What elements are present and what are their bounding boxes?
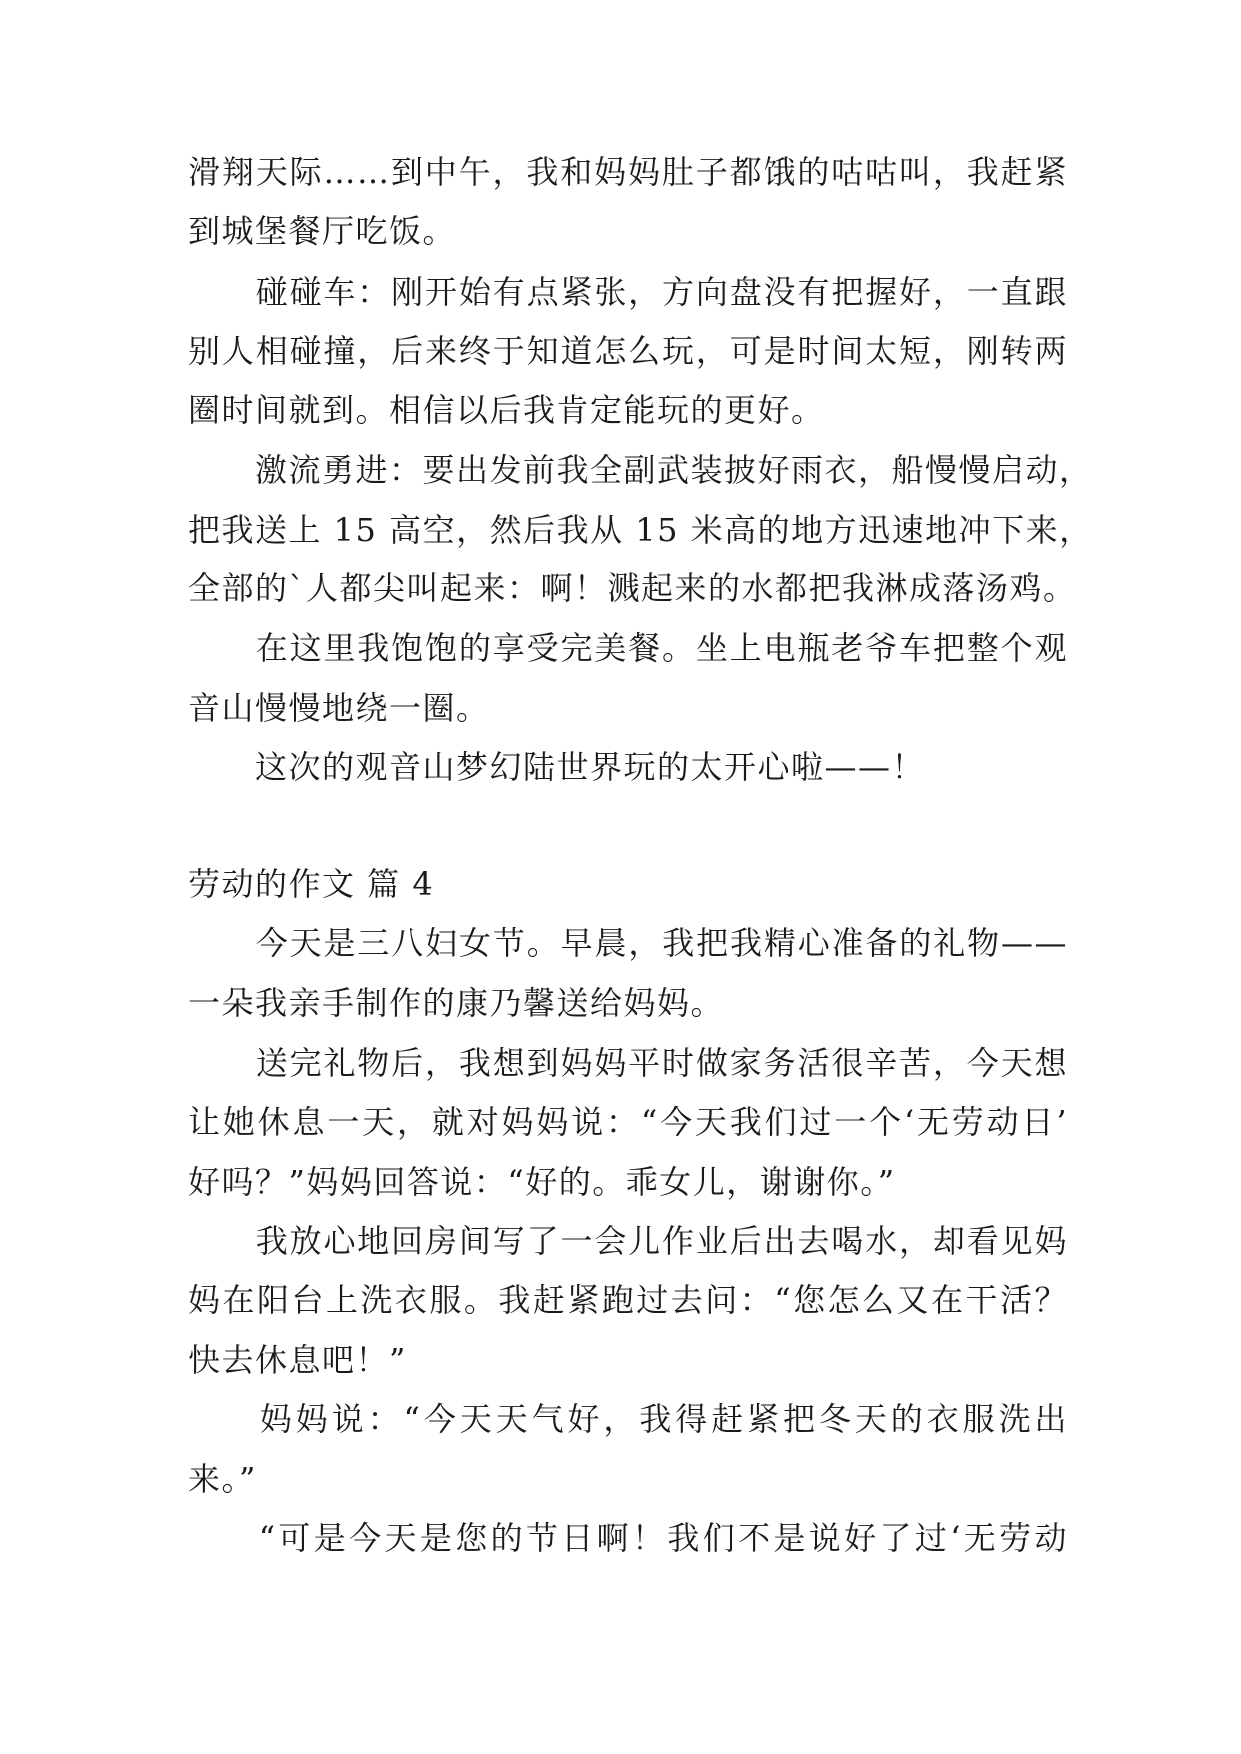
paragraph-line: 快去休息吧！” (188, 1341, 407, 1379)
paragraph-line: 我放心地回房间写了一会儿作业后出去喝水，却看见妈 (188, 1222, 1068, 1260)
section-heading: 劳动的作文 篇 4 (188, 865, 435, 903)
paragraph-line: 圈时间就到。相信以后我肯定能玩的更好。 (188, 391, 825, 429)
paragraph-line: 这次的观音山梦幻陆世界玩的太开心啦——！ (188, 748, 926, 786)
paragraph-line: 碰碰车：刚开始有点紧张，方向盘没有把握好，一直跟 (188, 273, 1068, 311)
paragraph-line: 送完礼物后，我想到妈妈平时做家务活很辛苦，今天想 (188, 1044, 1068, 1082)
paragraph-line: 音山慢慢地绕一圈。 (188, 689, 490, 727)
paragraph-line: 把我送上 15 高空，然后我从 15 米高的地方迅速地冲下来， (188, 511, 1093, 549)
paragraph-line: 妈妈说：“今天天气好，我得赶紧把冬天的衣服洗出 (188, 1400, 1068, 1438)
paragraph-line: 滑翔天际……到中午，我和妈妈肚子都饿的咕咕叫，我赶紧 (188, 153, 1068, 191)
paragraph-line: 到城堡餐厅吃饭。 (188, 212, 457, 250)
paragraph-line: 让她休息一天，就对妈妈说：“今天我们过一个‘无劳动日’ (188, 1103, 1068, 1141)
paragraph-line: “可是今天是您的节日啊！我们不是说好了过‘无劳动 (188, 1519, 1068, 1557)
paragraph-line: 全部的`人都尖叫起来：啊！溅起来的水都把我淋成落汤鸡。 (188, 569, 1077, 607)
paragraph-line: 妈在阳台上洗衣服。我赶紧跑过去问：“您怎么又在干活？ (188, 1281, 1068, 1319)
paragraph-line: 激流勇进：要出发前我全副武装披好雨衣，船慢慢启动， (188, 451, 1093, 489)
paragraph-line: 一朵我亲手制作的康乃馨送给妈妈。 (188, 984, 725, 1022)
paragraph-line: 今天是三八妇女节。早晨，我把我精心准备的礼物—— (188, 924, 1068, 962)
paragraph-line: 好吗？”妈妈回答说：“好的。乖女儿，谢谢你。” (188, 1163, 896, 1201)
paragraph-line: 来。” (188, 1460, 257, 1498)
paragraph-line: 在这里我饱饱的享受完美餐。坐上电瓶老爷车把整个观 (188, 629, 1068, 667)
paragraph-line: 别人相碰撞，后来终于知道怎么玩，可是时间太短，刚转两 (188, 332, 1068, 370)
